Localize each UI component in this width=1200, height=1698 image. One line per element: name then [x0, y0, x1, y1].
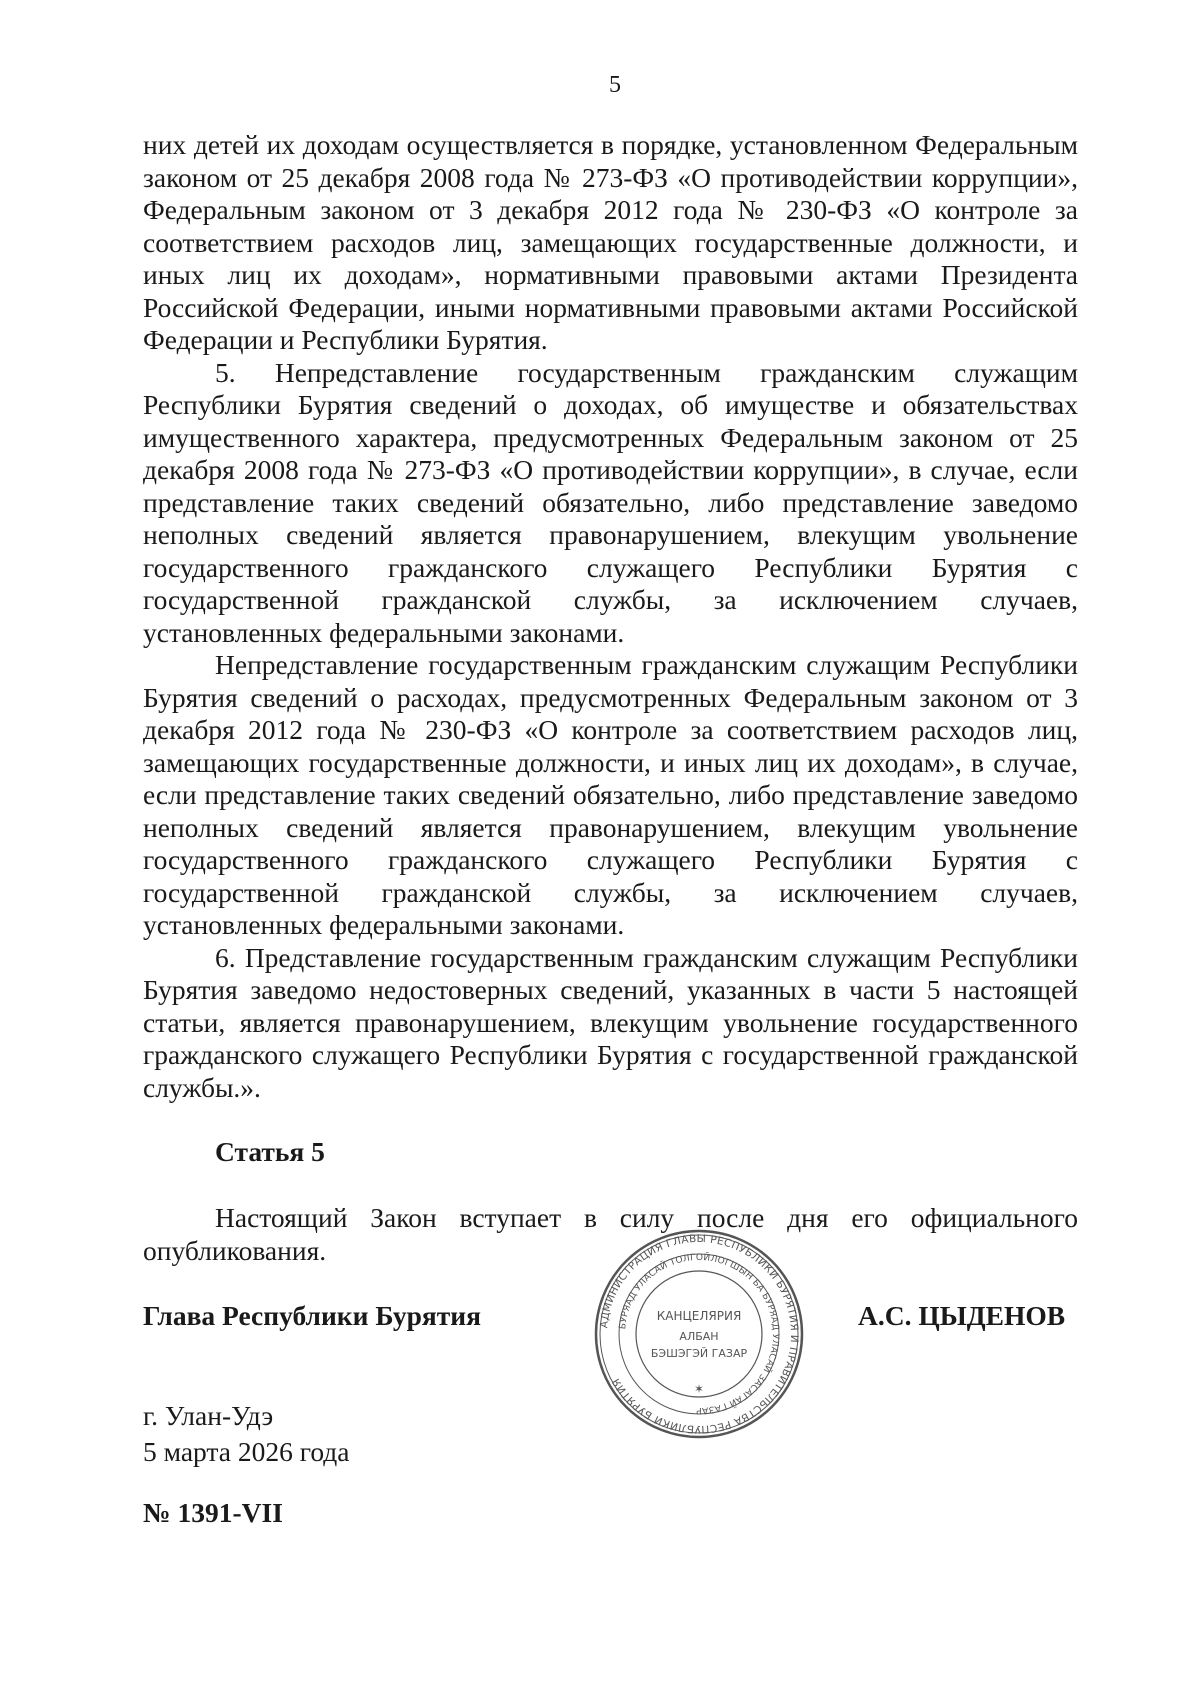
- seal-outer-text: АДМИНИСТРАЦИЯ ГЛАВЫ РЕСПУБЛИКИ БУРЯТИЯ И ПРАВИТЕЛЬСТВА РЕСПУБЛИКИ БУРЯТИЯ: [598, 1232, 801, 1436]
- entry-into-force-text: Настоящий Закон вступает в силу после дня его официального опубликования.: [143, 1202, 1078, 1266]
- seal-star-icon: ✶: [693, 1382, 705, 1396]
- seal-inner-text: БУРЯАД УЛАСАЙ ТОЛГОЙЛОГШЫН БА БУРЯАД УЛАСАЙ ЗАСАГАЙ ГАЗАР: [618, 1252, 781, 1416]
- paragraph-part-5: 5. Непредставление государственным гражданским служащим Республики Бурятия сведений о доходах, об имуществе и обязательствах имущественного характера, предусмотренных Федеральным законом от 25 декабря 2008 года № 273-ФЗ «О противодействии коррупции», в случае, если представление таких сведений обязательно, либо представление заведомо неполных сведений является правонарушением, влекущим увольнение государственного гражданского служащего Республики Бурятия с государственной гражданской службы, за исключением случаев, установленных федеральными законами.: [143, 356, 1078, 648]
- date: 5 марта 2026 года: [143, 1436, 350, 1467]
- paragraph-part-5-expenses: Непредставление государственным гражданским служащим Республики Бурятия сведений о расходах, предусмотренных Федеральным законом от 3 декабря 2012 года № 230-ФЗ «О контроле за соответствием расходов лиц, замещающих государственные должности, и иных лиц их доходам», в случае, если представление таких сведений обязательно, либо представление заведомо неполных сведений является правонарушением, влекущим увольнение государственного гражданского служащего Республики Бурятия с государственной гражданской службы, за исключением случаев, установленных федеральными законами.: [143, 649, 1078, 940]
- place-and-date: [143, 1398, 350, 1470]
- law-body-text: [143, 129, 1078, 1104]
- law-number: № 1391-VII: [143, 1497, 283, 1528]
- signatory-title: Глава Республики Бурятия: [143, 1300, 482, 1331]
- seal-center-line-3: БЭШЭГЭЙ ГАЗАР: [650, 1347, 748, 1360]
- city: г. Улан-Удэ: [143, 1400, 274, 1431]
- seal-center-line-2: АЛБАН: [679, 1330, 719, 1343]
- page-number: 5: [609, 72, 621, 98]
- article-heading: Статья 5: [215, 1136, 325, 1167]
- paragraph-continuation: них детей их доходам осуществляется в порядке, установленном Федеральным законом от 25 декабря 2008 года № 273-ФЗ «О противодействии коррупции», Федеральным законом от 3 декабря 2012 года № 230-ФЗ «О контроле за соответствием расходов лиц, замещающих государственные должности, и иных лиц их доходам», нормативными правовыми актами Президента Российской Федерации, иными нормативными правовыми актами Российской Федерации и Республики Бурятия.: [143, 129, 1078, 355]
- official-seal-stamp: [593, 1228, 805, 1440]
- paragraph-part-6: 6. Представление государственным гражданским служащим Республики Бурятия заведомо недостоверных сведений, указанных в части 5 настоящей статьи, является правонарушением, влекущим увольнение государственного гражданского служащего Республики Бурятия с государственной гражданской службы.».: [143, 941, 1078, 1103]
- signatory-name: А.С. ЦЫДЕНОВ: [858, 1300, 1066, 1331]
- seal-center-line-1: КАНЦЕЛЯРИЯ: [656, 1309, 742, 1323]
